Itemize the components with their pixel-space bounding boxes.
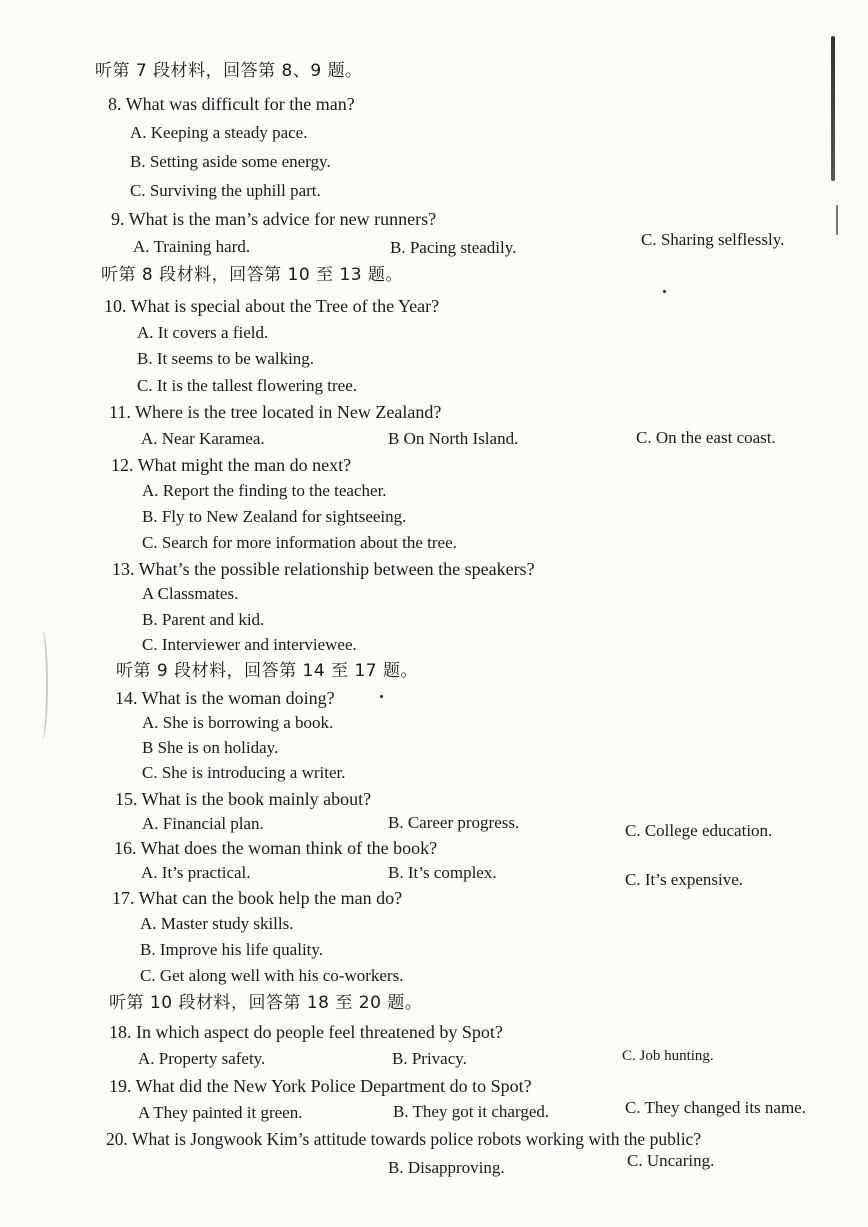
option-c: C. She is introducing a writer. — [142, 763, 346, 782]
section-header: 听第 7 段材料，回答第 8、9 题。 — [95, 61, 363, 81]
scan-page-curl — [36, 630, 48, 740]
option-b: B. Fly to New Zealand for sightseeing. — [142, 507, 407, 526]
option-a: A. Training hard. — [133, 237, 251, 256]
question-stem: 17. What can the book help the man do? — [112, 888, 403, 908]
option-a: A They painted it green. — [138, 1103, 303, 1122]
question-stem: 19. What did the New York Police Department do to Spot? — [109, 1076, 532, 1096]
option-c: C. Search for more information about the tree. — [142, 533, 457, 552]
option-b: B. Parent and kid. — [142, 610, 265, 629]
option-c: C. Sharing selflessly. — [641, 230, 785, 249]
option-a: A. It’s practical. — [141, 863, 251, 882]
option-a: A. Financial plan. — [142, 814, 264, 833]
option-b: B She is on holiday. — [142, 738, 279, 757]
option-b: B. Career progress. — [388, 813, 520, 832]
option-c: C. College education. — [625, 821, 773, 840]
section-header: 听第 10 段材料，回答第 18 至 20 题。 — [109, 993, 423, 1013]
option-c: C. Surviving the uphill part. — [130, 181, 321, 200]
section-header: 听第 8 段材料，回答第 10 至 13 题。 — [101, 265, 404, 285]
option-a: A. Near Karamea. — [141, 429, 265, 448]
section-header: 听第 9 段材料，回答第 14 至 17 题。 — [116, 661, 419, 681]
option-b: B. It’s complex. — [388, 863, 497, 882]
option-c: C. It is the tallest flowering tree. — [137, 376, 357, 395]
scan-edge-mark — [831, 36, 835, 181]
question-stem: 8. What was difficult for the man? — [108, 94, 355, 114]
scan-speck — [663, 290, 666, 293]
question-stem: 9. What is the man’s advice for new runners? — [111, 209, 437, 229]
option-a: A. She is borrowing a book. — [142, 713, 334, 732]
question-stem: 15. What is the book mainly about? — [115, 789, 372, 809]
option-c: C. Job hunting. — [622, 1048, 714, 1064]
option-a: A. Report the finding to the teacher. — [142, 481, 387, 500]
option-a: A Classmates. — [142, 584, 239, 603]
option-c: C. It’s expensive. — [625, 870, 744, 889]
option-a: A. Keeping a steady pace. — [130, 123, 308, 142]
option-b: B. Setting aside some energy. — [130, 152, 331, 171]
option-b: B. They got it charged. — [393, 1102, 550, 1121]
option-c: C. Uncaring. — [627, 1151, 715, 1170]
option-c: C. Interviewer and interviewee. — [142, 635, 357, 654]
question-stem: 12. What might the man do next? — [111, 455, 352, 475]
option-c: C. They changed its name. — [625, 1098, 806, 1117]
option-c: C. On the east coast. — [636, 428, 776, 447]
question-stem: 14. What is the woman doing? — [115, 688, 335, 708]
option-b: B On North Island. — [388, 429, 519, 448]
option-b: B. Privacy. — [392, 1049, 467, 1068]
option-a: A. Property safety. — [138, 1049, 266, 1068]
question-stem: 20. What is Jongwook Kim’s attitude towards police robots working with the public? — [106, 1129, 702, 1149]
option-b: B. Disapproving. — [388, 1158, 505, 1177]
option-b: B. It seems to be walking. — [137, 349, 315, 368]
option-b: B. Improve his life quality. — [140, 940, 324, 959]
option-b: B. Pacing steadily. — [390, 238, 517, 257]
question-stem: 11. Where is the tree located in New Zealand? — [109, 402, 442, 422]
question-stem: 16. What does the woman think of the book? — [114, 838, 438, 858]
question-stem: 13. What’s the possible relationship between the speakers? — [112, 559, 535, 579]
scan-edge-mark — [836, 205, 838, 235]
question-stem: 10. What is special about the Tree of the Year? — [104, 296, 440, 316]
question-stem: 18. In which aspect do people feel threatened by Spot? — [109, 1022, 503, 1042]
option-a: A. Master study skills. — [140, 914, 294, 933]
scan-speck — [380, 695, 383, 698]
option-c: C. Get along well with his co-workers. — [140, 966, 404, 985]
option-a: A. It covers a field. — [137, 323, 269, 342]
